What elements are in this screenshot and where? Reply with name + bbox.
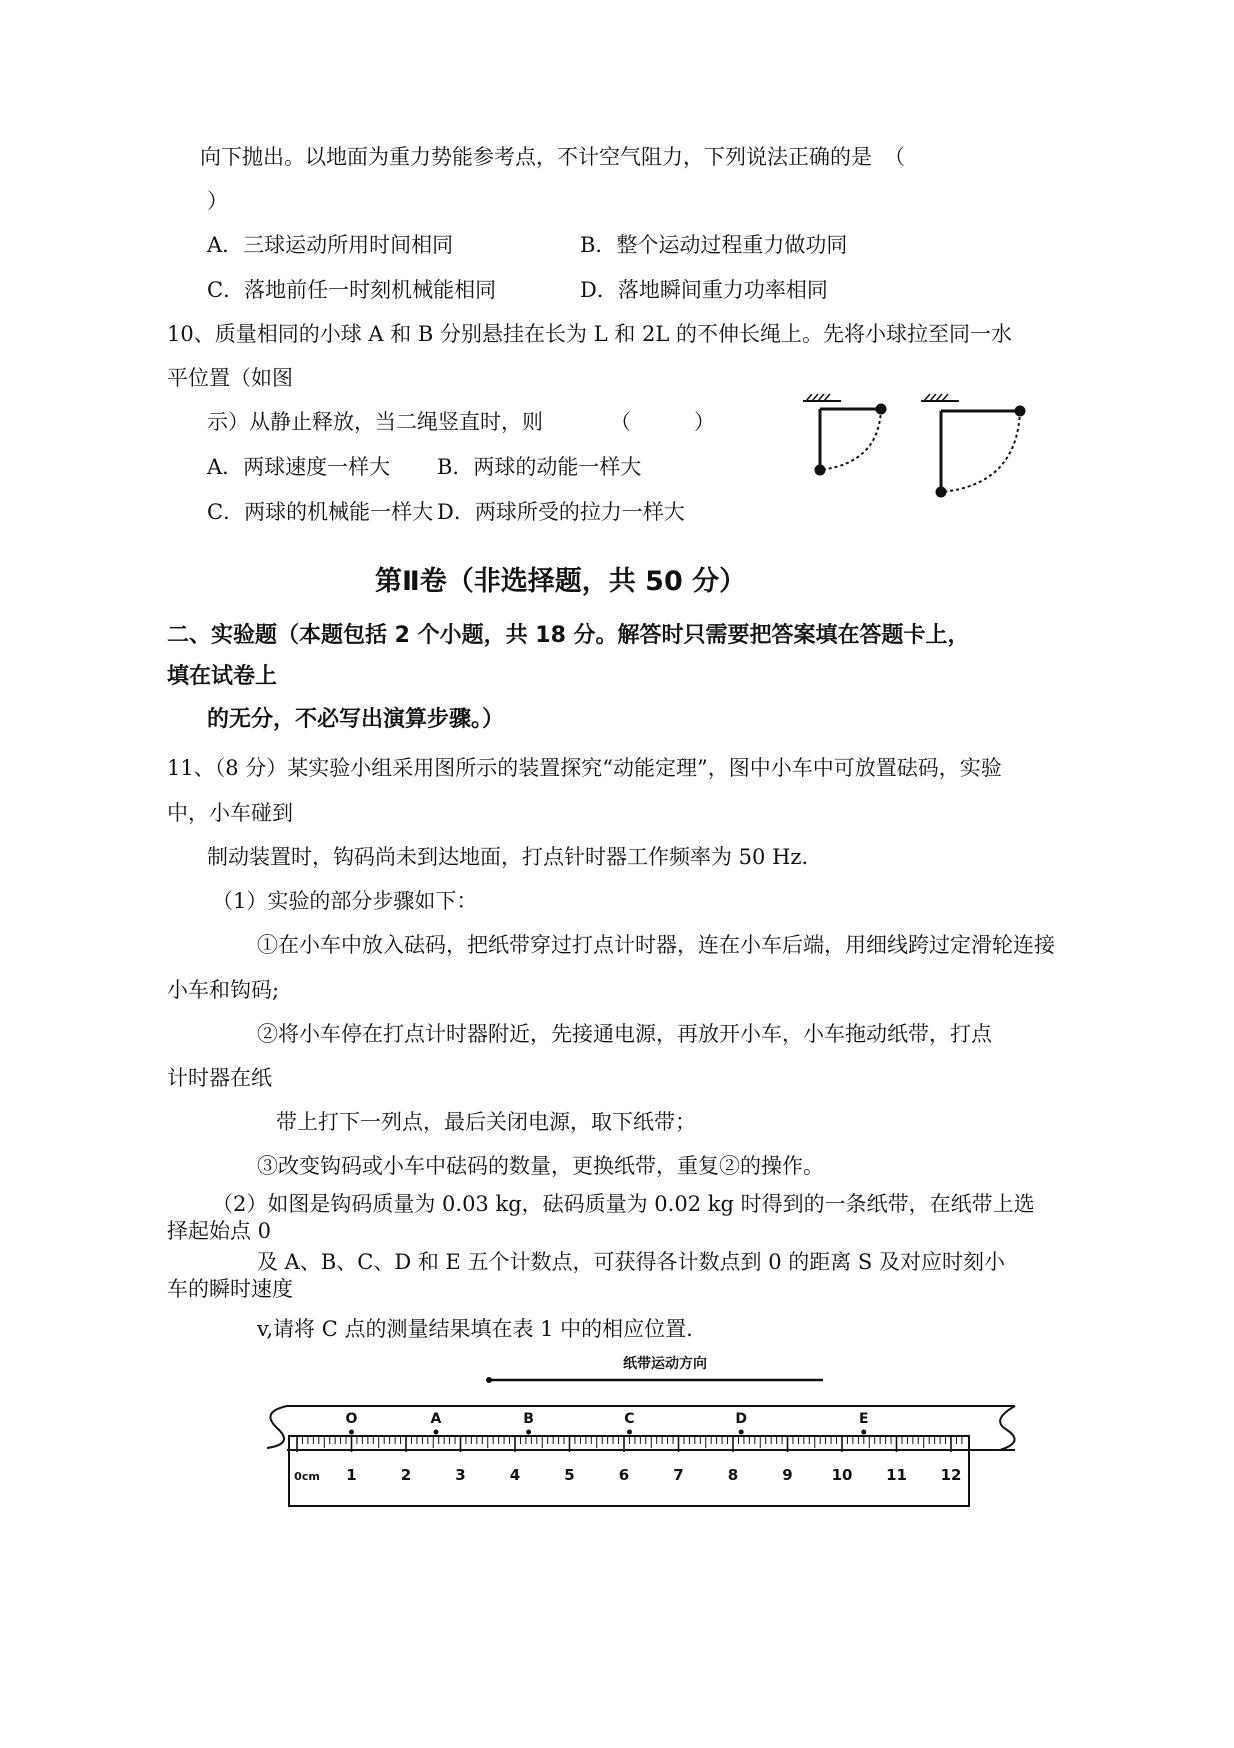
tape-point-label: A xyxy=(430,1411,442,1427)
ruler-number: 8 xyxy=(727,1466,739,1484)
q10-option-b: B．两球的动能一样大 xyxy=(437,455,642,479)
q9-stem: 向下抛出。以地面为重力势能参考点，不计空气阻力，下列说法正确的是 xyxy=(200,145,872,169)
q9-option-a: A．三球运动所用时间相同 xyxy=(207,233,454,257)
part2-heading-line2: 填在试卷上 xyxy=(167,664,278,689)
q9-option-b: B．整个运动过程重力做功同 xyxy=(580,233,848,257)
tape-dot xyxy=(526,1430,531,1435)
q9-paren-open: （ xyxy=(884,145,905,169)
ruler-number: 1 xyxy=(346,1466,357,1484)
q10-option-a: A．两球速度一样大 xyxy=(207,455,391,479)
q10-option-c: C．两球的机械能一样大 xyxy=(207,500,434,524)
tape-point-label: O xyxy=(345,1411,358,1427)
q11-sub2-line4: 车的瞬时速度 xyxy=(167,1277,293,1301)
q10-option-d: D．两球所受的拉力一样大 xyxy=(437,500,685,524)
q10-stem-line3: 示）从静止释放，当二绳竖直时，则 xyxy=(207,410,543,434)
q11-step2-line2: 计时器在纸 xyxy=(167,1066,272,1090)
part2-heading-line1: 二、实验题（本题包括 2 个小题，共 18 分。解答时只需要把答案填在答题卡上， xyxy=(167,623,970,648)
q11-step1-line1: ①在小车中放入砝码，把纸带穿过打点计时器，连在小车后端，用细线跨过定滑轮连接 xyxy=(257,933,1055,957)
q11-sub2-line3: 及 A、B、C、D 和 E 五个计数点，可获得各计数点到 0 的距离 S 及对应时刻小 xyxy=(257,1250,1005,1274)
tape-point-label: D xyxy=(735,1411,747,1427)
ruler-number: 12 xyxy=(940,1466,962,1484)
q11-sub2-line5: v,请将 C 点的测量结果填在表 1 中的相应位置. xyxy=(257,1317,693,1341)
q11-stem-line3: 制动装置时，钩码尚未到达地面，打点针时器工作频率为 50 Hz． xyxy=(207,845,823,869)
ruler-number: 7 xyxy=(673,1466,684,1484)
q11-step1-line2: 小车和钩码; xyxy=(167,978,280,1002)
q9-option-c: C．落地前任一时刻机械能相同 xyxy=(207,278,497,302)
pendulum-figure xyxy=(795,393,1035,503)
part2-title: 第Ⅱ卷（非选择题，共 50 分） xyxy=(375,566,747,597)
q11-stem-line2: 中，小车碰到 xyxy=(167,801,293,825)
ruler-number: 10 xyxy=(831,1466,853,1484)
part2-heading-line3: 的无分，不必写出演算步骤。） xyxy=(207,707,505,732)
q11-sub2-line2: 择起始点 0 xyxy=(167,1219,272,1243)
tape-dot xyxy=(349,1430,354,1435)
pendulum-short xyxy=(803,394,887,476)
tape-dot xyxy=(861,1430,866,1435)
ruler-number: 0cm xyxy=(294,1470,320,1483)
ruler-number: 2 xyxy=(400,1466,412,1484)
q11-sub2-line1: （2）如图是钩码质量为 0.03 kg，砝码质量为 0.02 kg 时得到的一条纸带，在纸带上选 xyxy=(212,1192,1035,1216)
pendulum-long xyxy=(921,394,1026,498)
q9-paren-close: ） xyxy=(207,189,228,213)
q11-step3: ③改变钩码或小车中砝码的数量，更换纸带，重复②的操作。 xyxy=(257,1154,824,1178)
tape-dot xyxy=(627,1430,632,1435)
tape-dot xyxy=(739,1430,744,1435)
ruler-number: 11 xyxy=(886,1466,907,1484)
q11-sub1: （1）实验的部分步骤如下： xyxy=(212,889,478,913)
q9-option-d: D．落地瞬间重力功率相同 xyxy=(580,278,828,302)
tape-point-label: C xyxy=(624,1411,635,1427)
q11-step2-line3: 带上打下一列点，最后关闭电源，取下纸带； xyxy=(276,1110,696,1134)
q10-stem-line1: 10、质量相同的小球 A 和 B 分别悬挂在长为 L 和 2L 的不伸长绳上。先将小球拉至同一水 xyxy=(167,322,1012,346)
ruler-numbers xyxy=(294,1466,961,1484)
q10-stem-line2: 平位置（如图 xyxy=(167,366,293,390)
q11-step2-line1: ②将小车停在打点计时器附近，先接通电源，再放开小车，小车拖动纸带，打点 xyxy=(257,1022,992,1046)
q11-stem-line1: 11、（8 分）某实验小组采用图所示的装置探究“动能定理”，图中小车中可放置砝码，实验 xyxy=(167,756,1002,780)
tape-point-label: B xyxy=(523,1411,534,1427)
tape-dot xyxy=(433,1430,438,1435)
tape-point-label: E xyxy=(859,1411,869,1427)
ruler-number: 5 xyxy=(564,1466,575,1484)
paper-tape-figure xyxy=(255,1350,1035,1520)
tape-direction-label: 纸带运动方向 xyxy=(623,1356,707,1372)
ruler-number: 6 xyxy=(618,1466,630,1484)
ruler-number: 3 xyxy=(455,1466,466,1484)
tape-points xyxy=(346,1411,869,1435)
ruler-number: 9 xyxy=(782,1466,793,1484)
q10-paren: （ ） xyxy=(610,410,715,434)
ruler-number: 4 xyxy=(509,1466,521,1484)
